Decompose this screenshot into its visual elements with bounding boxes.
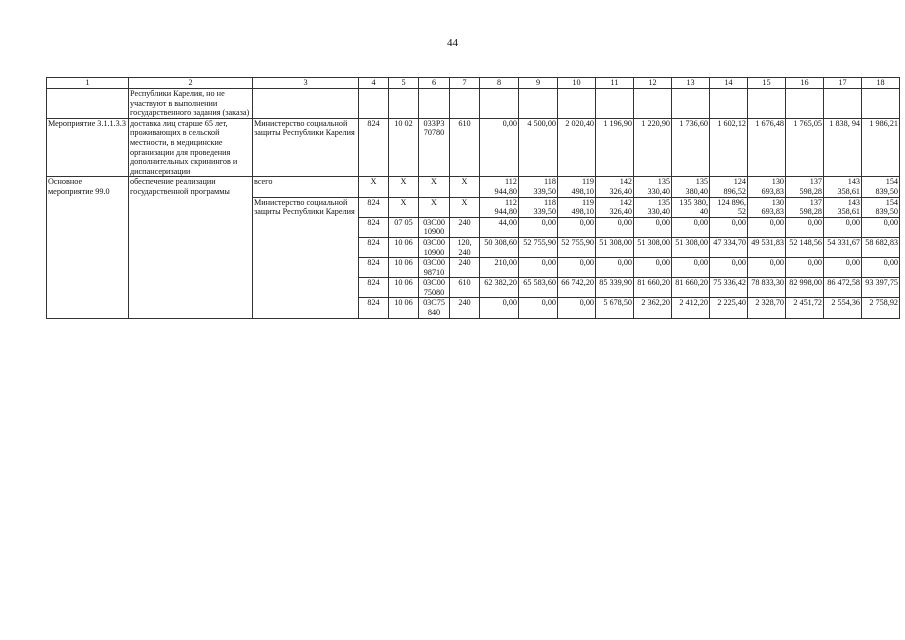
code-cell [450, 89, 480, 119]
column-header: 17 [824, 78, 862, 89]
code-cell: 824 [359, 118, 389, 177]
amount-cell [862, 89, 900, 119]
column-header: 8 [480, 78, 519, 89]
code-cell: 240 [450, 258, 480, 278]
amount-cell: 75 336,42 [710, 278, 748, 298]
column-header: 6 [419, 78, 450, 89]
column-header: 16 [786, 78, 824, 89]
code-cell [389, 89, 419, 119]
amount-cell: 143 358,61 [824, 197, 862, 217]
amount-cell: 52 755,90 [519, 237, 558, 257]
amount-cell: 1 676,48 [748, 118, 786, 177]
amount-cell: 0,00 [786, 258, 824, 278]
amount-cell: 0,00 [672, 258, 710, 278]
column-header: 1 [47, 78, 129, 89]
amount-cell: 142 326,40 [596, 177, 634, 197]
amount-cell: 0,00 [710, 217, 748, 237]
code-cell [419, 89, 450, 119]
code-cell: 240 [450, 298, 480, 318]
amount-cell: 0,00 [786, 217, 824, 237]
code-cell: 10 02 [389, 118, 419, 177]
amount-cell: 51 308,00 [672, 237, 710, 257]
amount-cell: 50 308,60 [480, 237, 519, 257]
executor-cell [253, 89, 359, 119]
amount-cell [710, 89, 748, 119]
amount-cell: 5 678,50 [596, 298, 634, 318]
amount-cell: 0,00 [710, 258, 748, 278]
code-cell: X [419, 177, 450, 197]
table-row [47, 118, 900, 177]
measure-cell [47, 89, 129, 119]
amount-cell: 49 531,83 [748, 237, 786, 257]
amount-cell: 1 736,60 [672, 118, 710, 177]
amount-cell: 54 331,67 [824, 237, 862, 257]
amount-cell: 78 833,30 [748, 278, 786, 298]
column-header: 15 [748, 78, 786, 89]
amount-cell: 2 225,40 [710, 298, 748, 318]
code-cell: 10 06 [389, 258, 419, 278]
column-header: 3 [253, 78, 359, 89]
amount-cell: 2 758,92 [862, 298, 900, 318]
amount-cell: 118 339,50 [519, 177, 558, 197]
amount-cell: 81 660,20 [672, 278, 710, 298]
amount-cell: 4 500,00 [519, 118, 558, 177]
amount-cell [634, 89, 672, 119]
amount-cell: 135 380,40 [672, 177, 710, 197]
amount-cell: 0,00 [824, 217, 862, 237]
amount-cell: 2 451,72 [786, 298, 824, 318]
amount-cell: 62 382,20 [480, 278, 519, 298]
code-cell: X [389, 177, 419, 197]
amount-cell: 44,00 [480, 217, 519, 237]
amount-cell: 82 998,00 [786, 278, 824, 298]
amount-cell [824, 89, 862, 119]
code-cell: 03С00 75080 [419, 278, 450, 298]
amount-cell: 210,00 [480, 258, 519, 278]
amount-cell: 0,00 [596, 217, 634, 237]
amount-cell: 86 472,58 [824, 278, 862, 298]
amount-cell [672, 89, 710, 119]
amount-cell: 58 682,83 [862, 237, 900, 257]
amount-cell: 93 397,75 [862, 278, 900, 298]
amount-cell: 137 598,28 [786, 177, 824, 197]
amount-cell: 0,00 [748, 217, 786, 237]
code-cell: 03С75 840 [419, 298, 450, 318]
amount-cell: 154 839,50 [862, 197, 900, 217]
amount-cell: 0,00 [480, 118, 519, 177]
amount-cell: 0,00 [480, 298, 519, 318]
code-cell: X [389, 197, 419, 217]
measure-cell: Мероприятие 3.1.1.3.3 [47, 118, 129, 177]
code-cell: 03С00 10900 [419, 237, 450, 257]
amount-cell: 135 330,40 [634, 197, 672, 217]
code-cell: 240 [450, 217, 480, 237]
amount-cell: 143 358,61 [824, 177, 862, 197]
code-cell: X [450, 197, 480, 217]
column-header: 4 [359, 78, 389, 89]
code-cell: 824 [359, 217, 389, 237]
amount-cell: 0,00 [558, 217, 596, 237]
code-cell: X [419, 197, 450, 217]
column-header: 2 [129, 78, 253, 89]
column-header: 7 [450, 78, 480, 89]
code-cell: 610 [450, 278, 480, 298]
code-cell: 10 06 [389, 278, 419, 298]
page-number: 44 [447, 37, 458, 49]
amount-cell: 1 838, 94 [824, 118, 862, 177]
column-header: 5 [389, 78, 419, 89]
amount-cell: 0,00 [558, 258, 596, 278]
amount-cell: 47 334,70 [710, 237, 748, 257]
code-cell: 10 06 [389, 237, 419, 257]
amount-cell: 0,00 [558, 298, 596, 318]
amount-cell: 0,00 [519, 217, 558, 237]
header-row [47, 78, 900, 89]
code-cell: 03С00 98710 [419, 258, 450, 278]
description-cell: доставка лиц старше 65 лет, проживающих в сельской местности, в медицинские организации для проведения дополнительных скринингов и диспансеризации [129, 118, 253, 177]
code-cell: X [359, 177, 389, 197]
amount-cell: 66 742,20 [558, 278, 596, 298]
amount-cell: 2 328,70 [748, 298, 786, 318]
code-cell [359, 89, 389, 119]
description-cell: Республики Карелия, но не участвуют в выполнении государственного задания (заказа) [129, 89, 253, 119]
amount-cell: 2 554,36 [824, 298, 862, 318]
amount-cell [519, 89, 558, 119]
code-cell: 824 [359, 197, 389, 217]
amount-cell [786, 89, 824, 119]
executor-cell: Министерство социальной защиты Республики Карелия [253, 118, 359, 177]
code-cell: 610 [450, 118, 480, 177]
amount-cell [480, 89, 519, 119]
amount-cell: 119 498,10 [558, 197, 596, 217]
column-header: 12 [634, 78, 672, 89]
amount-cell: 2 362,20 [634, 298, 672, 318]
amount-cell: 52 148,56 [786, 237, 824, 257]
executor-cell: Министерство социальной защиты Республики Карелия [253, 197, 359, 318]
amount-cell: 0,00 [862, 258, 900, 278]
amount-cell: 0,00 [672, 217, 710, 237]
amount-cell: 119 498,10 [558, 177, 596, 197]
amount-cell: 51 308,00 [596, 237, 634, 257]
amount-cell: 1 196,90 [596, 118, 634, 177]
table-row [47, 89, 900, 119]
amount-cell: 81 660,20 [634, 278, 672, 298]
amount-cell: 124 896,52 [710, 177, 748, 197]
amount-cell: 142 326,40 [596, 197, 634, 217]
amount-cell: 0,00 [596, 258, 634, 278]
amount-cell [558, 89, 596, 119]
amount-cell: 1 765,05 [786, 118, 824, 177]
column-header: 10 [558, 78, 596, 89]
amount-cell: 135 330,40 [634, 177, 672, 197]
amount-cell: 124 896, 52 [710, 197, 748, 217]
amount-cell: 2 020,40 [558, 118, 596, 177]
executor-cell: всего [253, 177, 359, 197]
amount-cell: 1 220,90 [634, 118, 672, 177]
description-cell: обеспечение реализации государственной программы [129, 177, 253, 318]
column-header: 13 [672, 78, 710, 89]
code-cell: 824 [359, 298, 389, 318]
code-cell: 10 06 [389, 298, 419, 318]
amount-cell: 2 412,20 [672, 298, 710, 318]
code-cell: 120, 240 [450, 237, 480, 257]
amount-cell: 0,00 [748, 258, 786, 278]
amount-cell: 154 839,50 [862, 177, 900, 197]
code-cell: 07 05 [389, 217, 419, 237]
code-cell: X [450, 177, 480, 197]
amount-cell [596, 89, 634, 119]
amount-cell: 130 693,83 [748, 177, 786, 197]
code-cell: 824 [359, 237, 389, 257]
column-header: 9 [519, 78, 558, 89]
column-header: 14 [710, 78, 748, 89]
amount-cell: 0,00 [519, 298, 558, 318]
measure-cell: Основное мероприятие 99.0 [47, 177, 129, 318]
amount-cell: 0,00 [824, 258, 862, 278]
amount-cell: 1 602,12 [710, 118, 748, 177]
amount-cell: 1 986,21 [862, 118, 900, 177]
budget-table [46, 77, 900, 319]
table-row [47, 177, 900, 197]
code-cell: 824 [359, 258, 389, 278]
amount-cell: 118 339,50 [519, 197, 558, 217]
amount-cell [748, 89, 786, 119]
amount-cell: 135 380, 40 [672, 197, 710, 217]
amount-cell: 0,00 [862, 217, 900, 237]
code-cell: 824 [359, 278, 389, 298]
amount-cell: 52 755,90 [558, 237, 596, 257]
amount-cell: 0,00 [634, 217, 672, 237]
amount-cell: 112 944,80 [480, 177, 519, 197]
code-cell: 033P3 70780 [419, 118, 450, 177]
amount-cell: 51 308,00 [634, 237, 672, 257]
column-header: 11 [596, 78, 634, 89]
amount-cell: 0,00 [634, 258, 672, 278]
code-cell: 03С00 10900 [419, 217, 450, 237]
amount-cell: 137 598,28 [786, 197, 824, 217]
amount-cell: 130 693,83 [748, 197, 786, 217]
amount-cell: 65 583,60 [519, 278, 558, 298]
amount-cell: 0,00 [519, 258, 558, 278]
amount-cell: 112 944,80 [480, 197, 519, 217]
column-header: 18 [862, 78, 900, 89]
amount-cell: 85 339,90 [596, 278, 634, 298]
